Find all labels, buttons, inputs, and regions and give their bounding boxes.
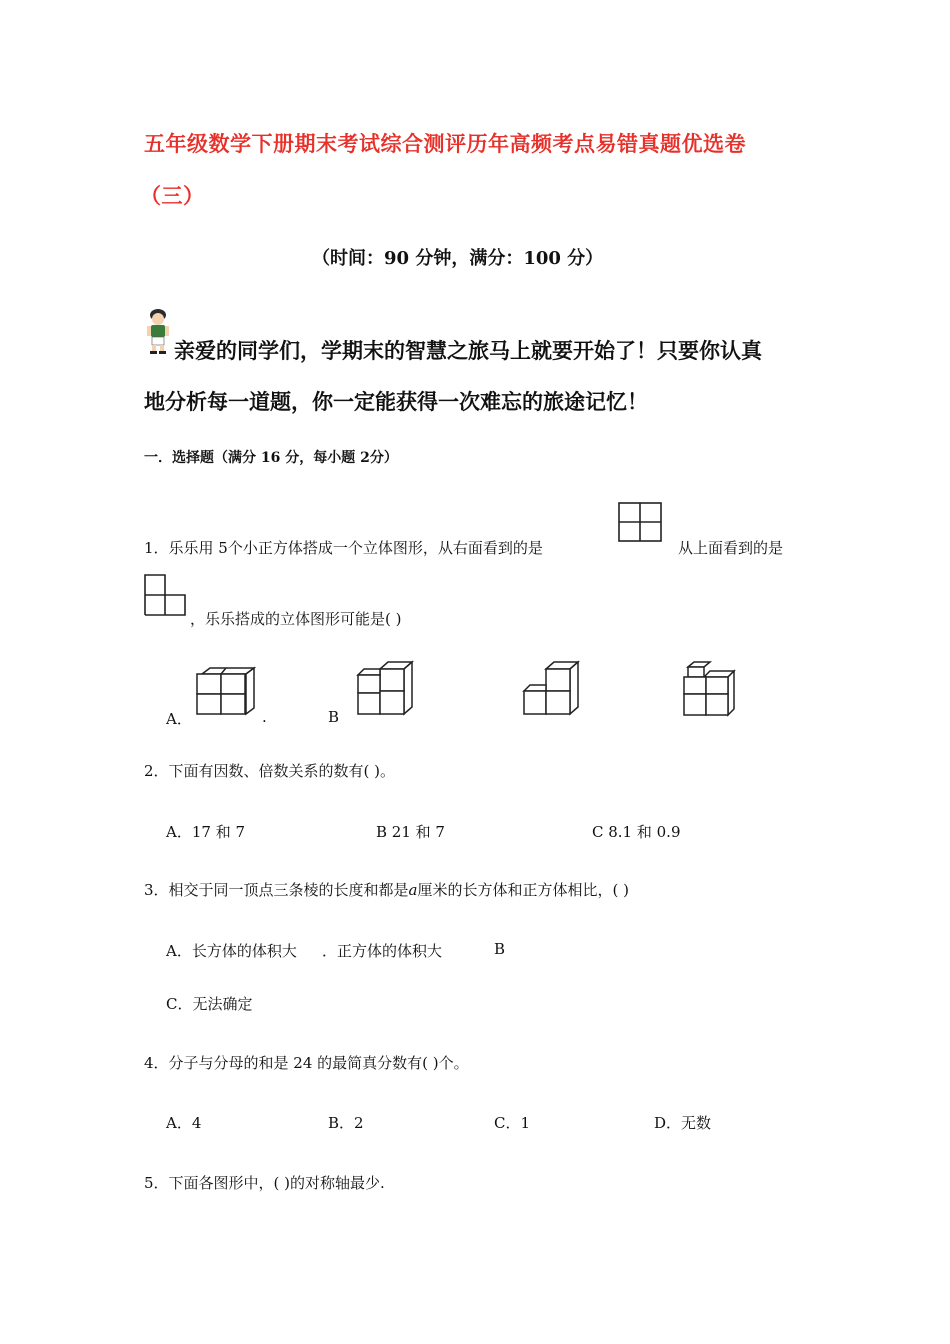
q4-option-b[interactable]: B．2 — [328, 1114, 364, 1132]
greeting-line-2: 地分析每一道题，你一定能获得一次难忘的旅途记忆！ — [144, 389, 648, 414]
q4-option-c[interactable]: C．1 — [494, 1114, 531, 1132]
q3-option-c[interactable]: C．无法确定 — [166, 995, 253, 1013]
page-title: 五年级数学下册期末考试综合测评历年高频考点易错真题优选卷 — [144, 131, 746, 156]
q3-option-b-label[interactable]: B — [494, 940, 506, 958]
section-heading-choice: 一．选择题（满分 16 分，每小题 2分） — [144, 450, 398, 466]
option-d-cube-figure[interactable] — [682, 659, 738, 721]
question-1-prompt: ，乐乐搭成的立体图形可能是( ) — [190, 610, 402, 628]
question-1-text: 1．乐乐用 5个小正方体搭成一个立体图形，从右面看到的是 — [144, 539, 543, 557]
option-b-cube-figure[interactable] — [356, 659, 416, 721]
top-view-figure — [144, 574, 186, 620]
question-3-text-pre: 3．相交于同一顶点三条棱的长度和都是 — [144, 881, 409, 899]
exam-time-info: （时间：90 分钟，满分：100 分） — [312, 248, 604, 269]
question-1-top-view-text: 从上面看到的是 — [678, 539, 784, 557]
q4-option-d[interactable]: D．无数 — [654, 1114, 712, 1132]
page-title-suffix: （三） — [140, 183, 205, 208]
q4-option-a[interactable]: A．4 — [166, 1114, 202, 1132]
option-c-cube-figure[interactable] — [522, 659, 582, 721]
q2-option-a[interactable]: A．17 和 7 — [166, 823, 245, 841]
question-2-text: 2．下面有因数、倍数关系的数有( )。 — [144, 762, 396, 780]
q2-option-b[interactable]: B 21 和 7 — [376, 823, 445, 841]
option-a-cube-figure[interactable] — [196, 664, 258, 720]
question-4-text: 4．分子与分母的和是 24 的最简真分数有( )个。 — [144, 1054, 469, 1072]
q3-option-a[interactable]: A．长方体的体积大 — [166, 942, 297, 960]
q2-option-c[interactable]: C 8.1 和 0.9 — [592, 823, 681, 841]
question-3-text — [144, 879, 629, 900]
option-b-label[interactable]: B — [328, 708, 340, 726]
question-3-variable: a — [408, 881, 418, 899]
option-a-dot: . — [262, 708, 267, 726]
student-mascot-icon — [144, 307, 172, 355]
question-3-text-post: 厘米的长方体和正方体相比，( ) — [417, 881, 629, 899]
option-a-label[interactable]: A． — [166, 710, 192, 728]
question-5-text: 5．下面各图形中，( )的对称轴最少. — [144, 1174, 385, 1192]
right-view-figure — [618, 502, 662, 546]
greeting-line-1: 亲爱的同学们，学期末的智慧之旅马上就要开始了！只要你认真 — [174, 338, 762, 363]
q3-option-b-text[interactable]: ．正方体的体积大 — [322, 942, 443, 960]
